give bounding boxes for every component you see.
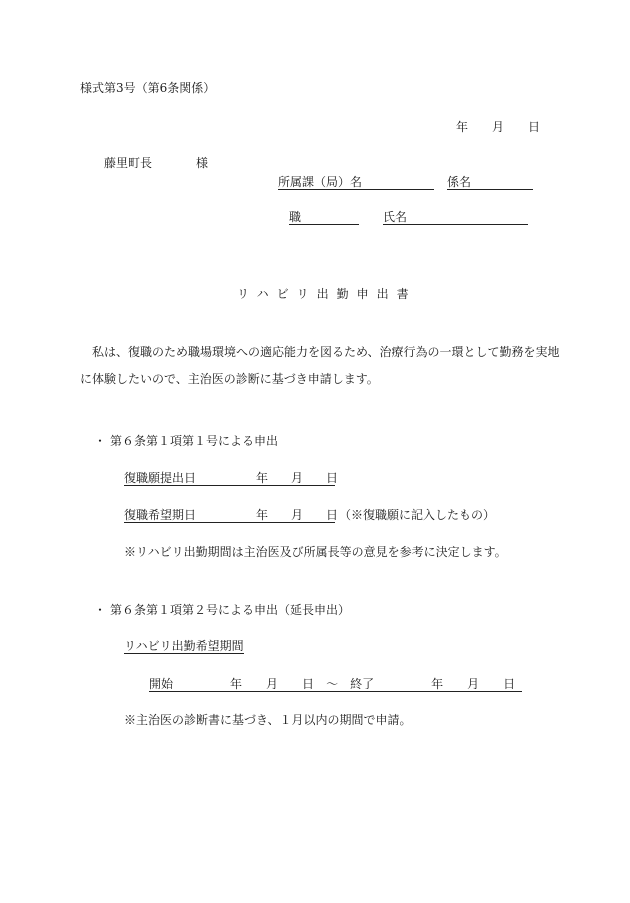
desired-return-date-label: 復職希望期日 (124, 508, 197, 522)
section1-bullet: ・ (94, 434, 107, 448)
desired-return-month: 月 (291, 508, 304, 522)
form-number: 様式第3号（第6条関係） (80, 81, 216, 95)
return-request-date-field[interactable] (124, 471, 339, 486)
section1-heading: 第６条第１項第１号による申出 (110, 434, 279, 448)
tilde: ～ (326, 677, 339, 691)
desired-return-year: 年 (256, 508, 269, 522)
end-month: 月 (467, 677, 480, 691)
section-field[interactable] (447, 176, 533, 190)
end-year: 年 (431, 677, 444, 691)
page-title: リハビリ出勤申出書 (237, 287, 417, 301)
return-request-year: 年 (256, 471, 269, 485)
section1-note: ※リハビリ出勤期間は主治医及び所属長等の意見を参考に決定します。 (124, 545, 507, 559)
start-day: 日 (302, 677, 315, 691)
end-label: 終了 (350, 677, 375, 691)
body-line-2: に体験したいので、主治医の診断に基づき申請します。 (80, 372, 379, 386)
desired-return-date-field[interactable] (124, 508, 339, 523)
end-day: 日 (503, 677, 516, 691)
start-year: 年 (230, 677, 243, 691)
desired-return-day: 日 (326, 508, 339, 522)
name-field[interactable] (383, 211, 528, 225)
position-field[interactable] (289, 211, 359, 225)
position-label: 職 (289, 210, 302, 224)
section2-bullet: ・ (94, 603, 107, 617)
name-label: 氏名 (383, 210, 408, 224)
department-field[interactable] (278, 176, 434, 190)
date-year-label: 年 (456, 120, 469, 134)
date-day-label: 日 (528, 120, 541, 134)
section2-note: ※主治医の診断書に基づき、１月以内の期間で申請。 (124, 713, 412, 727)
start-month: 月 (266, 677, 279, 691)
body-line-1: 私は、復職のため職場環境への適応能力を図るため、治療行為の一環として勤務を実地 (92, 345, 560, 359)
desired-return-note: （※復職願に記入したもの） (339, 508, 496, 522)
addressee-honorific: 様 (196, 156, 209, 170)
section2-heading: 第６条第１項第２号による申出（延長申出） (110, 603, 351, 617)
return-request-month: 月 (291, 471, 304, 485)
department-label: 所属課（局）名 (278, 175, 363, 189)
return-request-date-label: 復職願提出日 (124, 471, 197, 485)
date-month-label: 月 (492, 120, 505, 134)
date-line (456, 121, 540, 133)
start-label: 開始 (149, 677, 174, 691)
period-field[interactable] (149, 678, 522, 692)
period-label: リハビリ出勤希望期間 (124, 639, 244, 653)
section-label: 係名 (447, 175, 472, 189)
addressee-name: 藤里町長 (104, 156, 153, 170)
return-request-day: 日 (326, 471, 339, 485)
